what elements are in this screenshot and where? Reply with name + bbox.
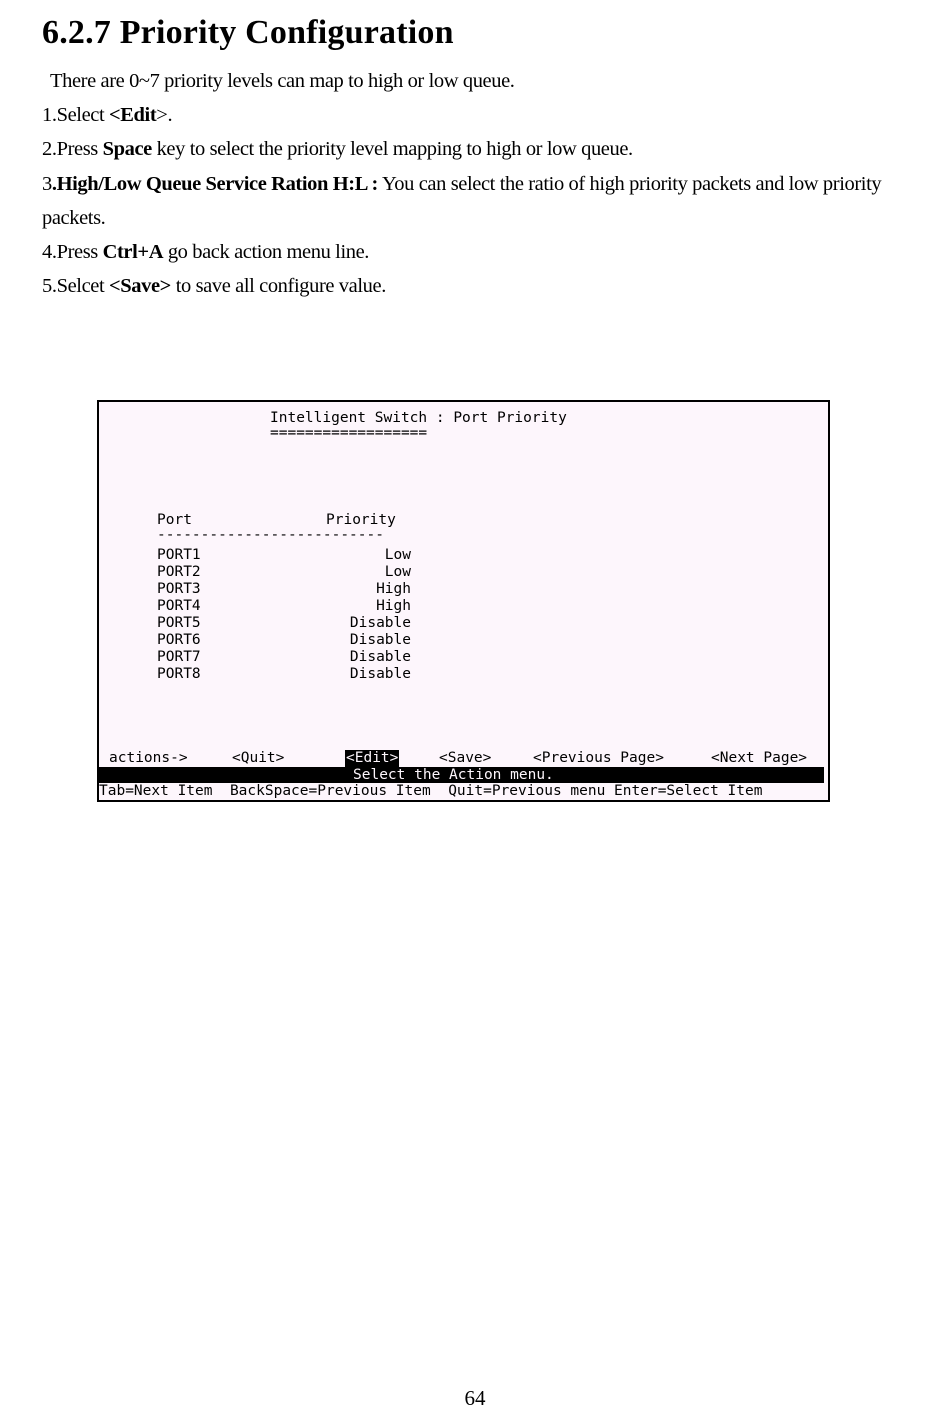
previous-page-action[interactable]: <Previous Page> xyxy=(533,750,664,766)
status-bar xyxy=(99,767,824,783)
table-row[interactable] xyxy=(157,547,411,564)
priority-value[interactable]: Disable xyxy=(349,632,411,648)
priority-value[interactable]: Disable xyxy=(349,649,411,665)
port-name: PORT4 xyxy=(157,598,201,614)
port-name: PORT5 xyxy=(157,615,201,631)
priority-value[interactable]: Low xyxy=(384,547,411,563)
step-2: 2.Press Space key to select the priority level mapping to high or low queue. xyxy=(42,138,633,161)
port-name: PORT3 xyxy=(157,581,201,597)
priority-value[interactable]: High xyxy=(376,581,411,597)
edit-action[interactable]: <Edit> xyxy=(346,750,399,766)
priority-value[interactable]: Disable xyxy=(349,666,411,682)
port-name: PORT7 xyxy=(157,649,201,665)
next-page-action[interactable]: <Next Page> xyxy=(711,750,808,766)
actions-label: actions-> xyxy=(109,750,188,766)
step-1: 1.Select <Edit>. xyxy=(42,104,173,126)
priority-value[interactable]: Disable xyxy=(349,615,411,631)
port-name: PORT2 xyxy=(157,564,201,580)
key-help-line: Tab=Next Item BackSpace=Previous Item Quit=Previous menu Enter=Select Item xyxy=(99,783,763,799)
port-name: PORT1 xyxy=(157,547,201,563)
section-heading: 6.2.7 Priority Configuration xyxy=(42,14,454,51)
port-name: PORT6 xyxy=(157,632,201,648)
table-row[interactable] xyxy=(157,564,411,581)
step-5: 5.Selcet <Save> to save all configure value. xyxy=(42,275,386,298)
table-row[interactable] xyxy=(157,581,411,598)
priority-value[interactable]: High xyxy=(376,598,411,614)
port-name: PORT8 xyxy=(157,666,201,682)
step-4: 4.Press Ctrl+A go back action menu line. xyxy=(42,241,370,264)
table-row[interactable] xyxy=(157,615,411,632)
save-action[interactable]: <Save> xyxy=(439,750,492,766)
page-number: 64 xyxy=(464,1386,486,1410)
table-row[interactable] xyxy=(157,632,411,649)
terminal-screenshot xyxy=(97,400,830,802)
step-3: 3.High/Low Queue Service Ration H:L : You can select the ratio of high priority packets and low priority packets. xyxy=(42,172,882,229)
intro-text: There are 0~7 priority levels can map to high or low queue. xyxy=(50,70,515,92)
table-row[interactable] xyxy=(157,598,411,615)
status-message: Select the Action menu. xyxy=(353,767,554,783)
header-rule: -------------------------- xyxy=(157,527,384,543)
table-row[interactable] xyxy=(157,649,411,666)
port-priority-table xyxy=(157,547,411,683)
steps-list xyxy=(42,98,922,304)
priority-value[interactable]: Low xyxy=(384,564,411,580)
table-row[interactable] xyxy=(157,666,411,683)
quit-action[interactable]: <Quit> xyxy=(232,750,285,766)
column-header-port: Port xyxy=(157,512,192,528)
column-header-priority: Priority xyxy=(326,512,396,528)
terminal-title: Intelligent Switch : Port Priority xyxy=(270,410,567,426)
title-underline: ================== xyxy=(270,425,428,441)
